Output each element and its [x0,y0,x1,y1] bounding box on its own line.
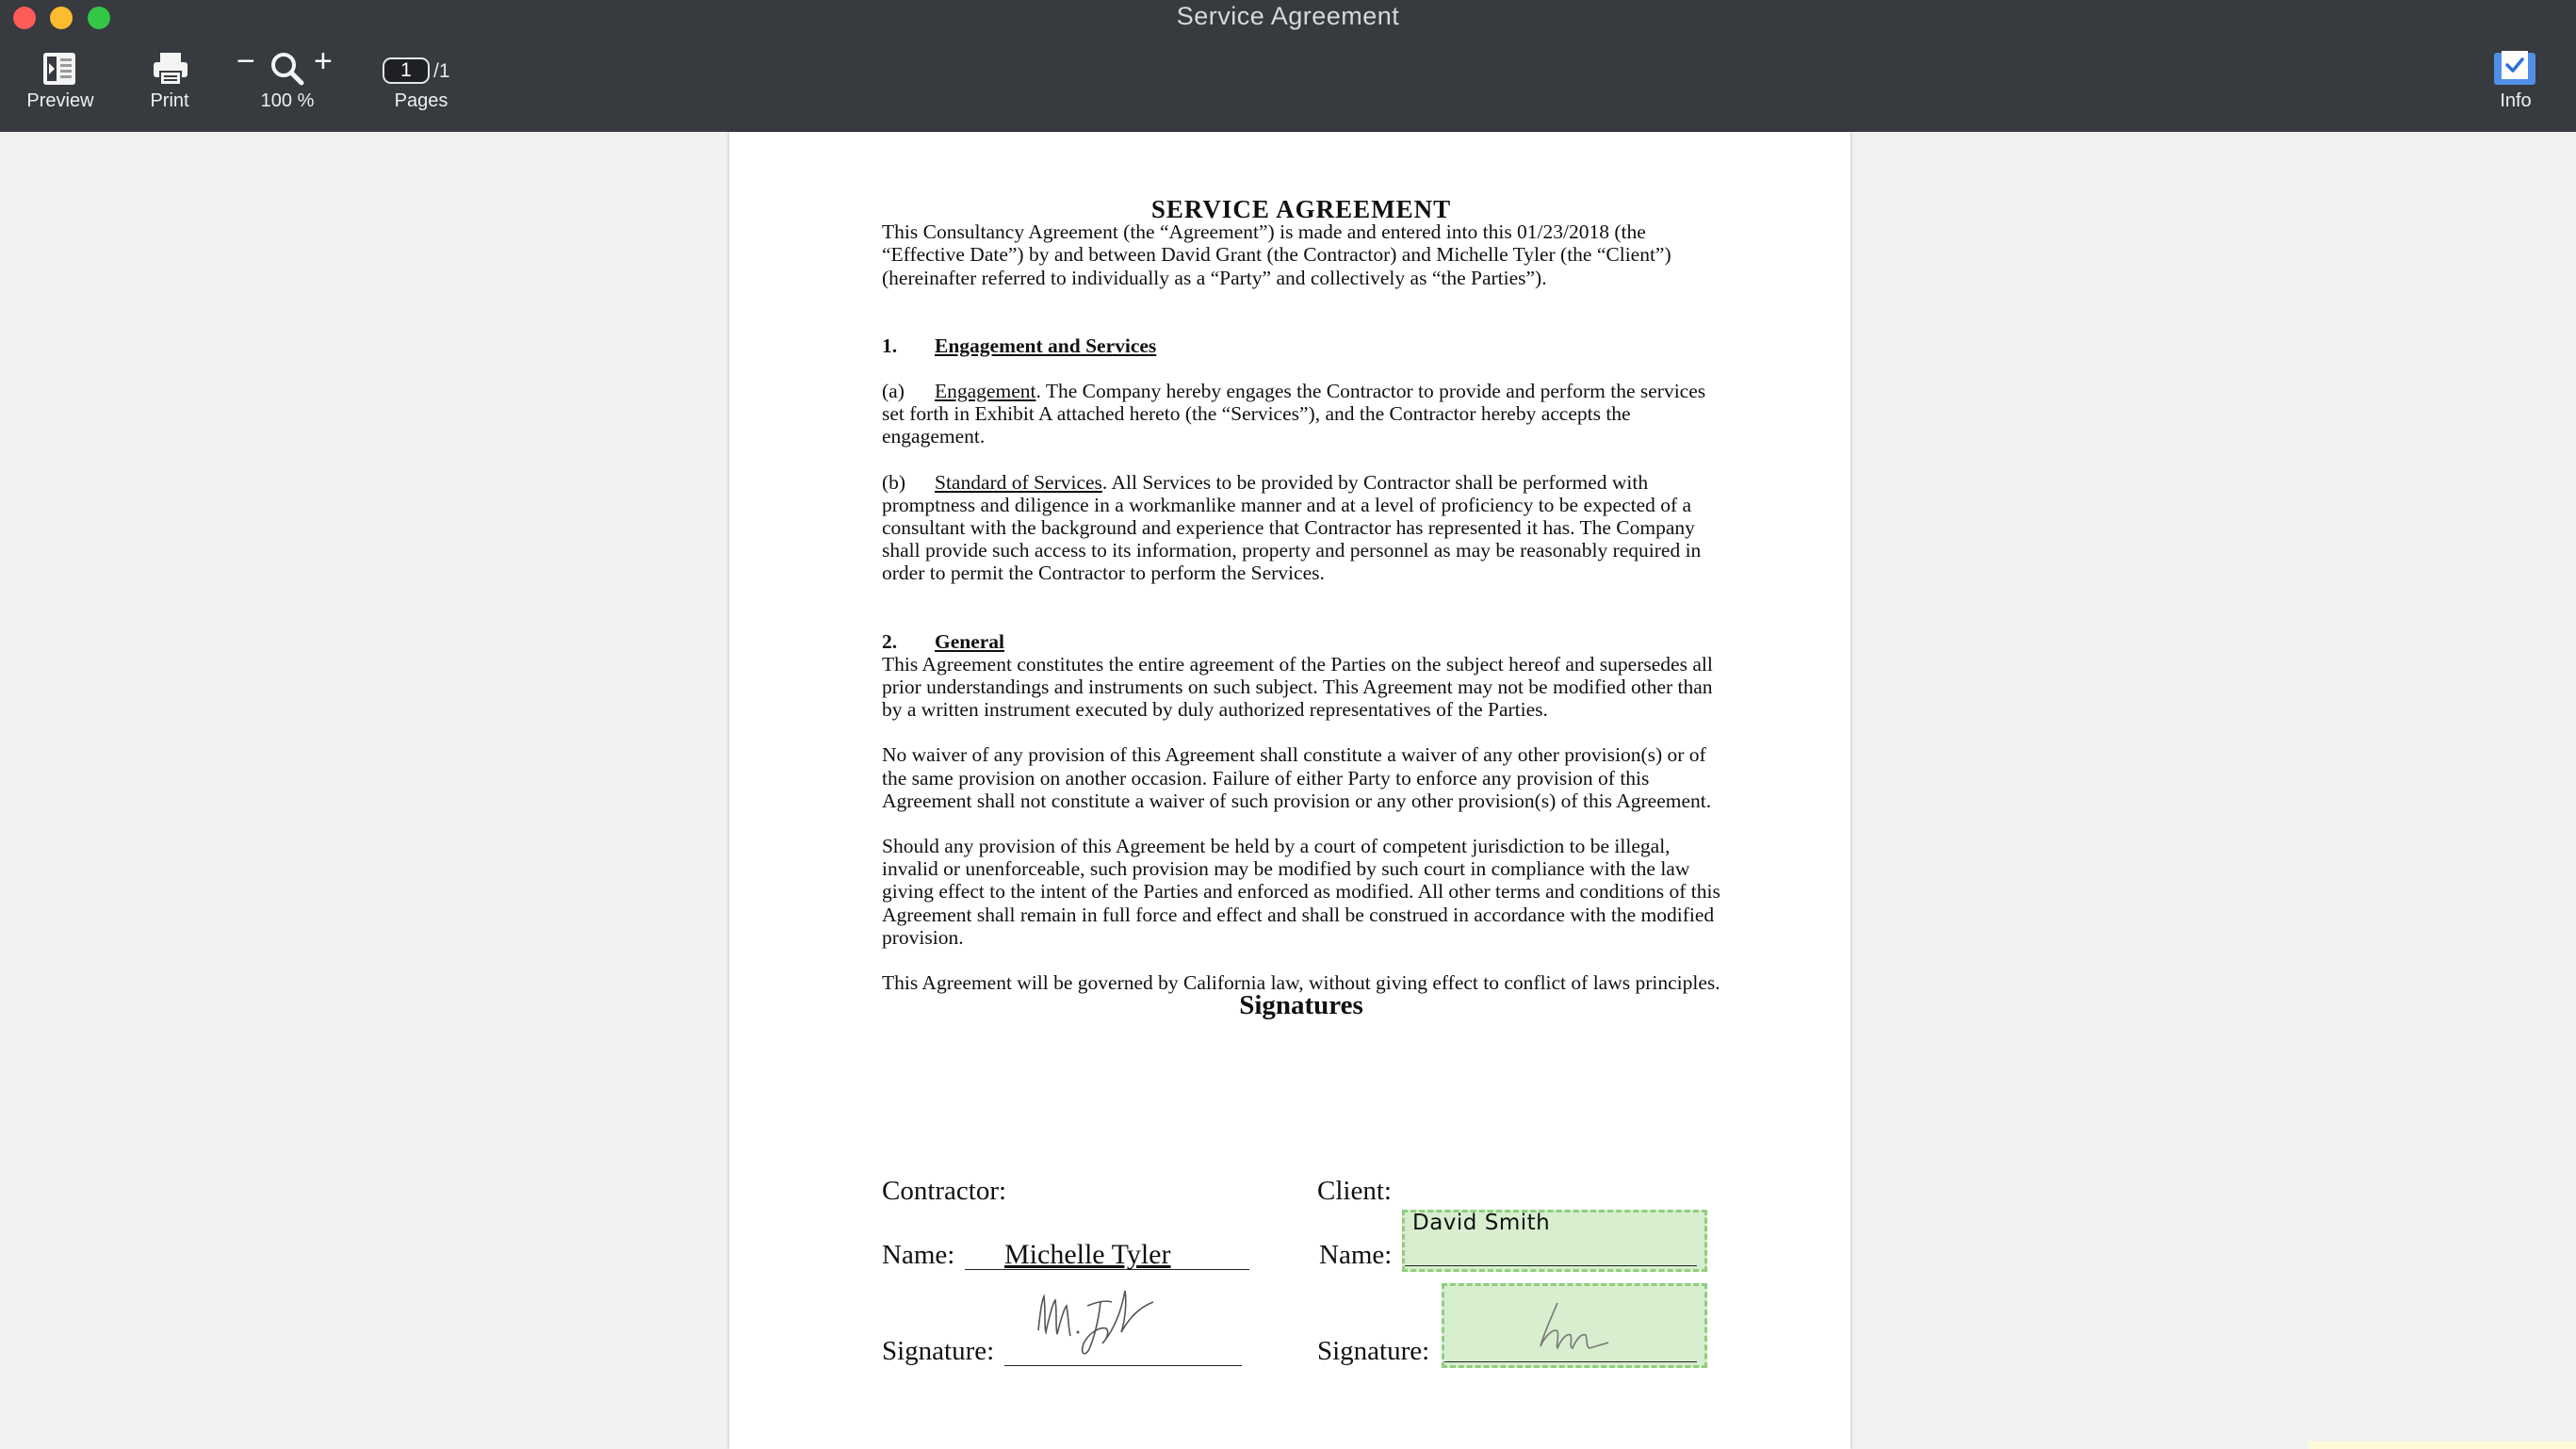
page-number-input[interactable] [383,57,430,84]
clause-1a-heading: Engagement [935,380,1036,403]
general-paragraph-4: This Agreement will be governed by California law, without giving effect to conflict of laws principles. [882,971,1720,995]
section-2-heading [882,630,1720,653]
pages-label: Pages [394,90,448,111]
client-name-label: Name: [1319,1240,1393,1270]
client-name-field[interactable] [1402,1210,1707,1272]
document-title: SERVICE AGREEMENT [1150,195,1452,223]
client-name-field-value: David Smith [1412,1211,1551,1235]
clause-1a-text: . The Company hereby engages the Contractor to provide and perform the services set forth in Exhibit A attached hereto (the “Services”), and the Contractor hereby accepts the engagement. [882,380,1706,448]
document-body [882,195,1720,1021]
info-label: Info [2500,90,2532,111]
clause-1a [882,380,1720,448]
window-title: Service Agreement [1176,2,1400,30]
section-1-title: Engagement and Services [935,334,1157,357]
preview-button[interactable] [0,0,121,132]
page-total: /1 [433,60,450,82]
clause-1b-text: . All Services to be provided by Contractor shall be performed with promptness and diligence in a workmanlike manner and at a level of proficiency to be expected of a consultant with the background and experience that Contractor has represented it has. The Company shall provide such access to its information, property and personnel as may be reasonably required in order to permit the Contractor to perform the Services. [882,470,1702,585]
signatures-heading: Signatures [1239,990,1363,1021]
zoom-control [226,0,349,132]
window-toolbar [0,0,2576,132]
page-navigator [367,0,475,132]
preview-label: Preview [26,90,94,111]
magnifier-icon [269,51,305,87]
client-label: Client: [1317,1176,1392,1206]
client-signature-field[interactable] [1442,1283,1707,1368]
section-1-number: 1. [882,334,898,357]
client-signature-label: Signature: [1317,1336,1430,1366]
corner-note-strip [2308,1441,2576,1449]
client-signature-line [1444,1361,1697,1362]
contractor-handwritten-signature [1031,1274,1163,1368]
zoom-in-button[interactable]: + [314,43,333,79]
document-page [729,132,1850,1449]
printer-icon [152,51,189,87]
general-paragraph-1: This Agreement constitutes the entire agreement of the Parties on the subject hereof and supersedes all prior understandings and instruments on such subject. This Agreement may not be modified other than by a written instrument executed by duly authorized representatives of the Parties. [882,652,1713,722]
contractor-name-label: Name: [882,1240,955,1270]
clause-1a-label: (a) [882,380,905,403]
zoom-out-button[interactable]: − [236,43,255,79]
info-checklist-icon [2492,49,2537,87]
contractor-signature-label: Signature: [882,1336,995,1366]
client-handwritten-signature [1529,1294,1633,1359]
clause-1b-heading: Standard of Services [935,470,1102,494]
contractor-label: Contractor: [882,1176,1007,1206]
section-1-heading [882,334,1720,357]
client-name-line [1405,1265,1697,1266]
clause-1b [882,471,1720,585]
general-paragraph-3: Should any provision of this Agreement be held by a court of competent jurisdiction to be illegal, invalid or unenforceable, such provision may be modified by such court in compliance with the law giving effect to the intent of the Parties and enforced as modified. All other terms and conditions of this Agreement shall remain in full force and effect and shall be construed in accordance with the modified provision. [882,835,1720,949]
print-button[interactable] [132,0,207,132]
intro-paragraph: This Consultancy Agreement (the “Agreement”) is made and entered into this 01/23/2018 (the “Effective Date”) by and between David Grant (the Contractor) and Michelle Tyler (the “Client”) (hereinafter referred to individually as a “Party” and collectively as “the Parties”). [882,220,1671,289]
zoom-level: 100 % [260,90,315,111]
section-2-title: General [935,629,1005,653]
general-paragraph-2: No waiver of any provision of this Agreement shall constitute a waiver of any other provision(s) or of the same provision on another occasion. Failure of either Party to enforce any provision of this Agreement shall not constitute a waiver of such provision or any other provision(s) of this Agreement. [882,743,1712,812]
section-2-number: 2. [882,629,898,653]
contractor-name-value: Michelle Tyler [1004,1239,1171,1270]
document-viewer[interactable] [0,132,2576,1449]
info-button[interactable] [2469,0,2563,132]
clause-1b-label: (b) [882,470,906,494]
preview-icon [41,51,77,87]
print-label: Print [150,90,189,111]
